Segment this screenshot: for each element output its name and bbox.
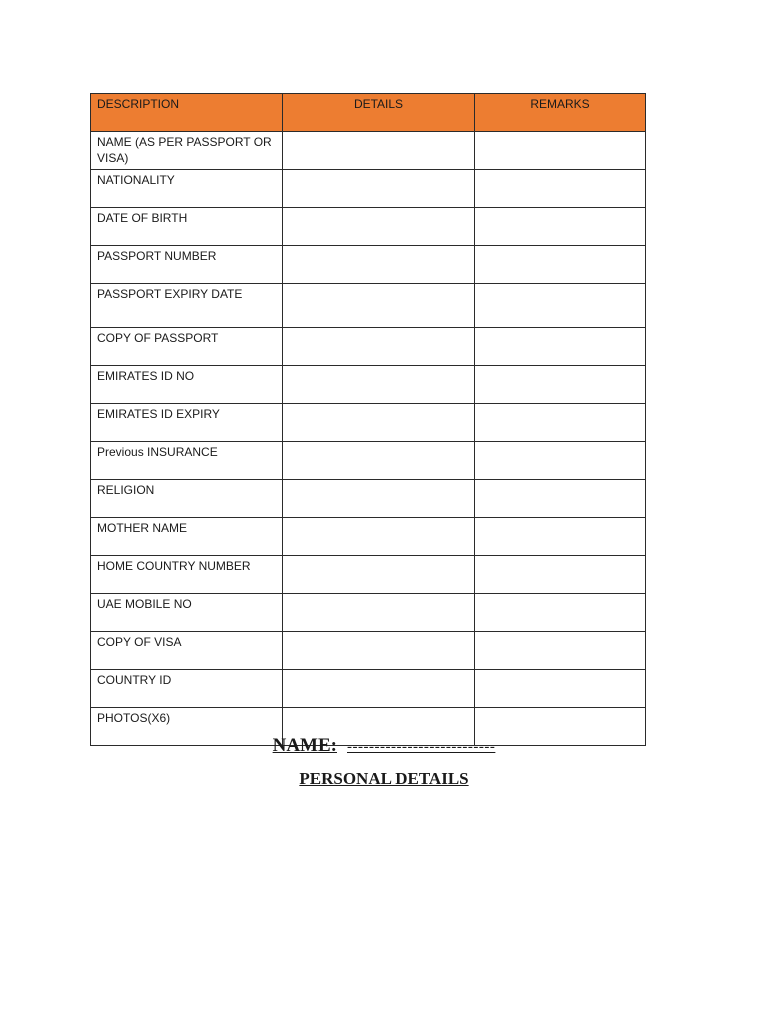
remarks-cell[interactable] <box>475 246 646 284</box>
remarks-cell[interactable] <box>475 366 646 404</box>
row-label: PASSPORT EXPIRY DATE <box>91 284 283 328</box>
details-cell[interactable] <box>283 328 475 366</box>
remarks-cell[interactable] <box>475 594 646 632</box>
row-label: RELIGION <box>91 480 283 518</box>
row-label: EMIRATES ID NO <box>91 366 283 404</box>
details-cell[interactable] <box>283 132 475 170</box>
name-field-underlined <box>273 735 496 756</box>
table-row <box>91 328 646 366</box>
details-cell[interactable] <box>283 632 475 670</box>
row-label: UAE MOBILE NO <box>91 594 283 632</box>
table-row <box>91 594 646 632</box>
details-cell[interactable] <box>283 404 475 442</box>
remarks-cell[interactable] <box>475 670 646 708</box>
remarks-cell[interactable] <box>475 518 646 556</box>
row-label: COPY OF PASSPORT <box>91 328 283 366</box>
name-field <box>0 735 768 758</box>
details-cell[interactable] <box>283 208 475 246</box>
table-row <box>91 442 646 480</box>
personal-details-table <box>90 93 646 746</box>
table-row <box>91 632 646 670</box>
details-cell[interactable] <box>283 594 475 632</box>
table-row <box>91 246 646 284</box>
header-remarks: REMARKS <box>475 94 646 132</box>
header-description: DESCRIPTION <box>91 94 283 132</box>
table-header-row <box>91 94 646 132</box>
details-cell[interactable] <box>283 670 475 708</box>
header-details: DETAILS <box>283 94 475 132</box>
remarks-cell[interactable] <box>475 208 646 246</box>
table-row <box>91 404 646 442</box>
remarks-cell[interactable] <box>475 170 646 208</box>
details-cell[interactable] <box>283 366 475 404</box>
row-label: HOME COUNTRY NUMBER <box>91 556 283 594</box>
details-cell[interactable] <box>283 442 475 480</box>
table-row <box>91 480 646 518</box>
details-cell[interactable] <box>283 284 475 328</box>
details-cell[interactable] <box>283 170 475 208</box>
details-cell[interactable] <box>283 480 475 518</box>
section-title: PERSONAL DETAILS <box>299 769 469 788</box>
row-label: NAME (AS PER PASSPORT OR VISA) <box>91 132 283 170</box>
row-label: MOTHER NAME <box>91 518 283 556</box>
remarks-cell[interactable] <box>475 404 646 442</box>
details-cell[interactable] <box>283 246 475 284</box>
table-row <box>91 132 646 170</box>
table-row <box>91 208 646 246</box>
table-row <box>91 170 646 208</box>
table-row <box>91 670 646 708</box>
details-cell[interactable] <box>283 556 475 594</box>
row-label: EMIRATES ID EXPIRY <box>91 404 283 442</box>
details-cell[interactable] <box>283 518 475 556</box>
remarks-cell[interactable] <box>475 632 646 670</box>
row-label: NATIONALITY <box>91 170 283 208</box>
remarks-cell[interactable] <box>475 132 646 170</box>
remarks-cell[interactable] <box>475 284 646 328</box>
remarks-cell[interactable] <box>475 480 646 518</box>
row-label: PHOTOS(X6) <box>91 708 283 746</box>
row-label: Previous INSURANCE <box>91 442 283 480</box>
row-label: PASSPORT NUMBER <box>91 246 283 284</box>
remarks-cell[interactable] <box>475 328 646 366</box>
row-label: COUNTRY ID <box>91 670 283 708</box>
table-row <box>91 556 646 594</box>
table-row <box>91 284 646 328</box>
name-field-label: NAME: <box>272 735 337 756</box>
table-row <box>91 518 646 556</box>
remarks-cell[interactable] <box>475 556 646 594</box>
row-label: COPY OF VISA <box>91 632 283 670</box>
row-label: DATE OF BIRTH <box>91 208 283 246</box>
remarks-cell[interactable] <box>475 442 646 480</box>
name-field-line[interactable]: --------------------------- <box>347 739 496 755</box>
table-row <box>91 366 646 404</box>
